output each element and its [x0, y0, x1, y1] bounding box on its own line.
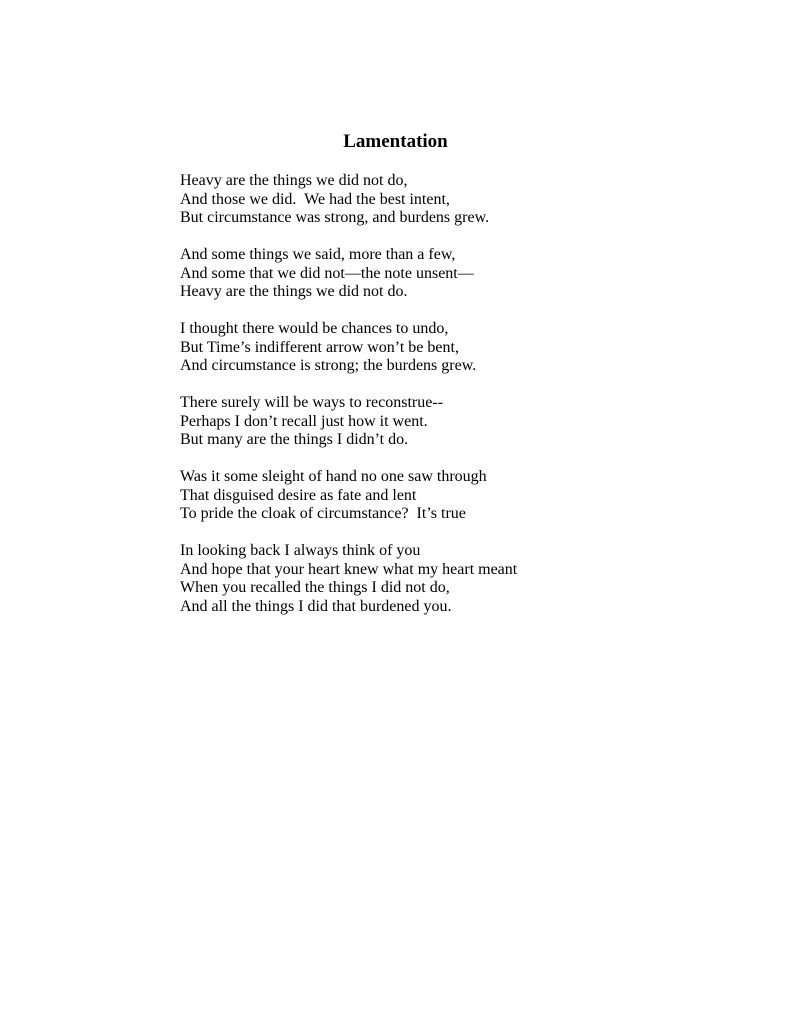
poem-line: Heavy are the things we did not do,	[180, 172, 408, 189]
poem-line: And circumstance is strong; the burdens grew.	[180, 357, 477, 374]
poem-line: But Time’s indifferent arrow won’t be bent,	[180, 338, 459, 356]
stanza-2	[180, 246, 740, 302]
poem-line: But many are the things I didn’t do.	[180, 431, 409, 448]
poem-line: There surely will be ways to reconstrue--	[180, 394, 444, 411]
poem-body	[180, 172, 740, 635]
poem-line: Was it some sleight of hand no one saw through	[180, 468, 487, 485]
poem-line: I thought there would be chances to undo,	[180, 320, 449, 337]
poem-line: And some things we said, more than a few,	[180, 246, 456, 263]
poem-line: But circumstance was strong, and burdens grew.	[180, 209, 490, 226]
poem-line: To pride the cloak of circumstance? It’s true	[180, 505, 466, 522]
stanza-6	[180, 542, 740, 616]
poem-title: Lamentation	[343, 131, 448, 152]
poem-line: When you recalled the things I did not do,	[180, 579, 450, 596]
poem-line: And some that we did not—the note unsent—	[180, 264, 474, 282]
poem-line: That disguised desire as fate and lent	[180, 486, 417, 504]
stanza-4	[180, 394, 740, 450]
stanza-3	[180, 320, 740, 376]
poem-line: Heavy are the things we did not do.	[180, 283, 408, 300]
poem-line: In looking back I always think of you	[180, 542, 421, 559]
poem-line: And those we did. We had the best intent,	[180, 190, 450, 208]
stanza-5	[180, 468, 740, 524]
poem-line: And all the things I did that burdened you.	[180, 597, 452, 615]
stanza-1	[180, 172, 740, 228]
poem-line: Perhaps I don’t recall just how it went.	[180, 412, 428, 430]
poem-line: And hope that your heart knew what my heart meant	[180, 560, 518, 578]
